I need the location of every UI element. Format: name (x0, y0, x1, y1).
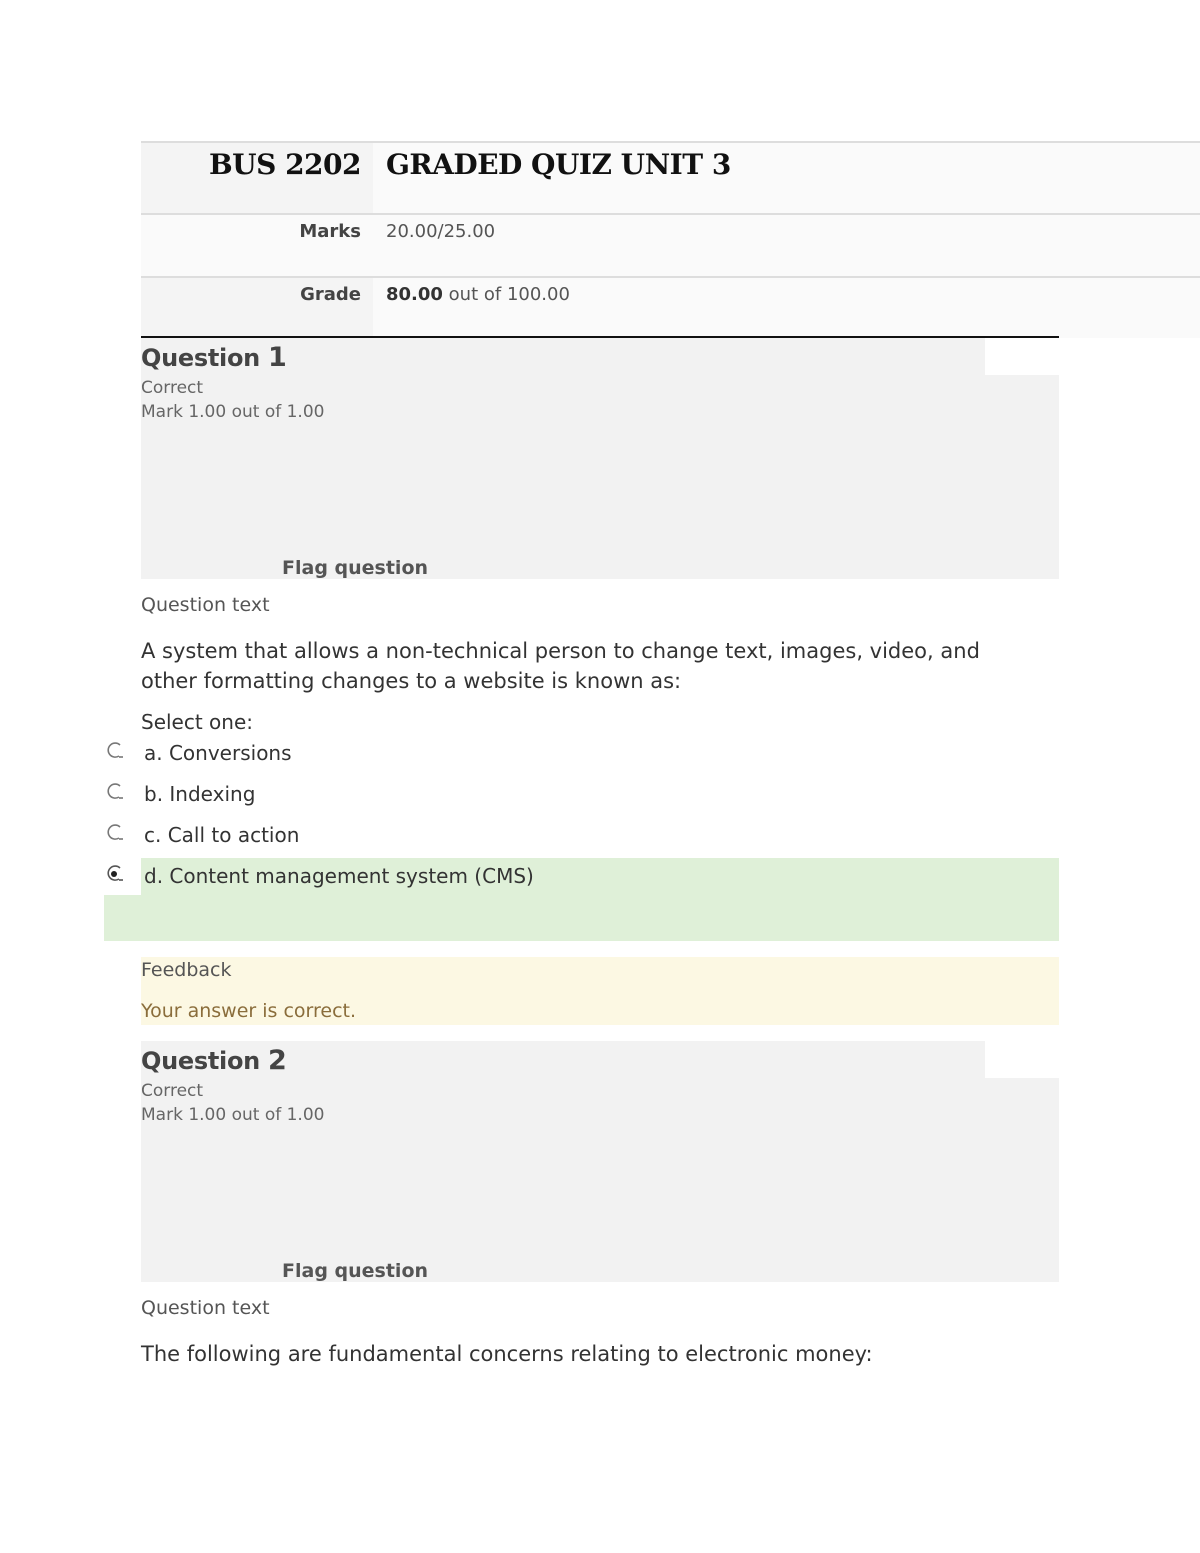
quiz-title: GRADED QUIZ UNIT 3 (373, 143, 1200, 213)
question-2-title: Question 2 (141, 1045, 287, 1076)
question-1-prompt: Select one: (141, 710, 254, 734)
question-1-text-label: Question text (141, 594, 270, 616)
summary-marks-row (141, 213, 1200, 276)
quiz-summary-table (141, 141, 1200, 338)
question-2-text-label: Question text (141, 1297, 270, 1319)
radio-unchecked-icon[interactable] (105, 782, 125, 802)
option-label: a. Conversions (144, 741, 292, 765)
feedback-label: Feedback (141, 959, 232, 981)
option-label: c. Call to action (144, 823, 300, 847)
question-1-mark: Mark 1.00 out of 1.00 (141, 402, 325, 422)
marks-label: Marks (299, 221, 361, 242)
question-1-text: A system that allows a non-technical person to change text, images, video, and other formatting changes to a website is known as: (141, 639, 980, 693)
question-1-state: Correct (141, 378, 204, 398)
summary-title-row (141, 141, 1200, 213)
question-1-feedback (141, 957, 1059, 1025)
grade-score: 80.00 (386, 284, 443, 305)
radio-unchecked-icon[interactable] (105, 823, 125, 843)
summary-grade-row (141, 276, 1200, 338)
option-label: b. Indexing (144, 782, 256, 806)
question-1-title: Question 1 (141, 342, 287, 373)
marks-value: 20.00/25.00 (386, 221, 496, 242)
question-1-info (141, 338, 1059, 579)
question-2-info (141, 1041, 1059, 1282)
grade-value (373, 278, 1200, 338)
question-2-mark: Mark 1.00 out of 1.00 (141, 1105, 325, 1125)
grade-label: Grade (300, 284, 361, 305)
course-code: BUS 2202 (209, 148, 361, 181)
option-label: d. Content management system (CMS) (144, 864, 534, 888)
question-2-flag-button[interactable]: Flag question (282, 1260, 429, 1282)
radio-checked-icon[interactable] (105, 864, 125, 884)
question-2-text: The following are fundamental concerns relating to electronic money: (141, 1342, 873, 1366)
radio-unchecked-icon[interactable] (105, 741, 125, 761)
question-1-flag-button[interactable]: Flag question (282, 557, 429, 579)
question-2-state: Correct (141, 1081, 204, 1101)
grade-suffix: out of 100.00 (448, 284, 570, 305)
feedback-message: Your answer is correct. (141, 1000, 357, 1022)
